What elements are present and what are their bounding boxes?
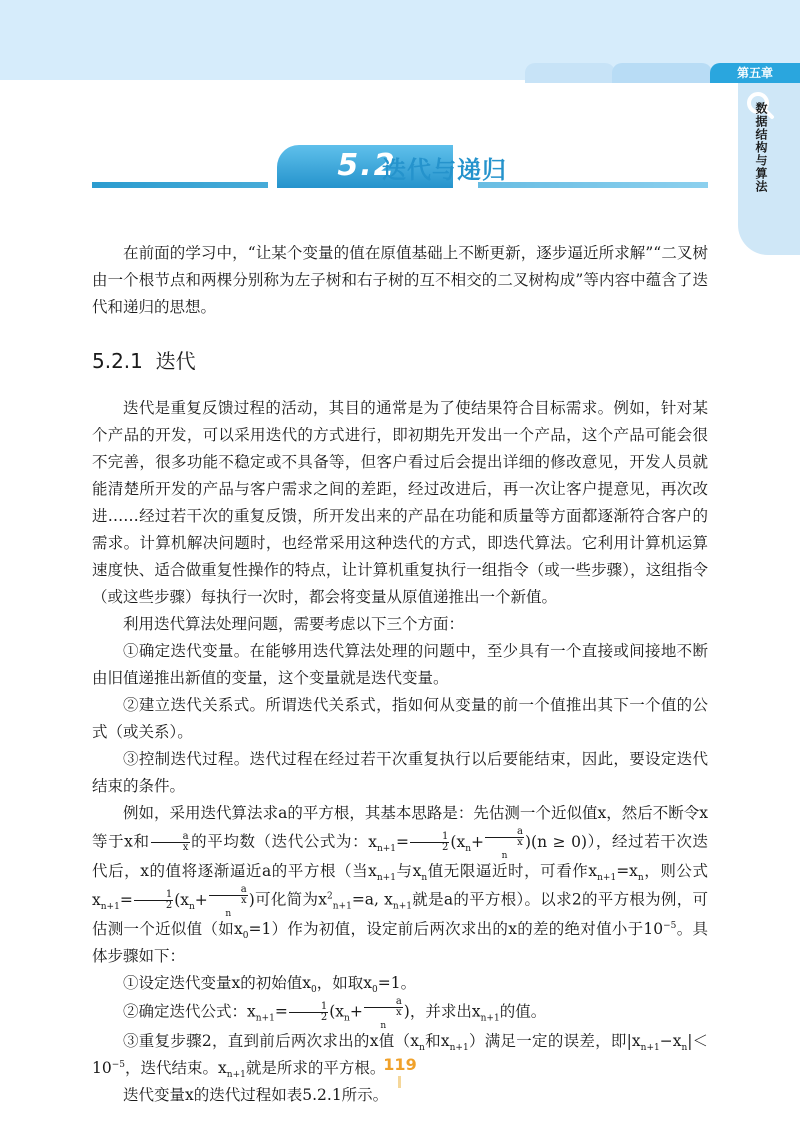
paragraph: ③控制迭代过程。迭代过程在经过若干次重复执行以后要能结束，因此，要设定迭代结束的条件。 bbox=[92, 750, 708, 795]
header-tab-decoration bbox=[612, 63, 712, 83]
step-1: ①设定迭代变量x的初始值$x_0$，如取$x_0=1$。 bbox=[123, 974, 417, 996]
chapter-label: 第五章 bbox=[710, 63, 800, 83]
paragraph: ②建立迭代关系式。所谓迭代关系式，指如何从变量的前一个值推出其下一个值的公式（或关系）。 bbox=[92, 696, 708, 741]
page-number: 119 bbox=[383, 1055, 417, 1074]
fraction: $\frac{a}{x}$ bbox=[151, 832, 190, 853]
page-number-tick bbox=[398, 1076, 401, 1088]
book-title: 数据结构与算法 bbox=[754, 102, 768, 193]
example-paragraph: 例如，采用迭代算法求a的平方根，其基本思路是：先估测一个近似值x，然后不断令x等于x和 $\frac{a}{x}$ 的平均数（迭代公式为：$x_{n+1}=$ $\frac{1}{2}$ ($x_n+$ a x $_n$ )(n ≥ 0)），经过若干次迭代后，x的值将逐渐逼近a的平方根（当$x_{n+1}$与$x_n$值无限逼近时，可看作$x_{n+1}=x_n$，则公式$x_{n+1}=$ $\frac{1}{2}$ ($x_n+$ a x $_n$ )可化简为$x^2_{n+1}=a$, $x_{n+1}$就是a的平方根）。以求2的平方根为例，可估测一个近似值（如$x_0=1$）作为初值，设定前后两次求出的x的差的绝对值小于$10^{-5}$。具体步骤如下： bbox=[92, 804, 708, 965]
header-tab-decoration bbox=[525, 63, 615, 83]
step-2: ②确定迭代公式：$x_{n+1}=$ $\frac{1}{2}$ ($x_n+$ a x $_n$ )，并求出$x_{n+1}$的值。 bbox=[123, 996, 547, 1031]
page-content bbox=[92, 240, 708, 1109]
formula: $x_{n+1}=$ $\frac{1}{2}$ ($x_n+$ a x $_n$ )(n ≥ 0) bbox=[368, 826, 587, 861]
section-title: 迭代与递归 bbox=[382, 156, 507, 184]
paragraph: ①确定迭代变量。在能够用迭代算法处理的问题中，至少具有一个直接或间接地不断由旧值递推出新值的变量，这个变量就是迭代变量。 bbox=[92, 642, 708, 687]
section-number: 5.2 bbox=[337, 148, 397, 183]
subsection-title: 迭代 bbox=[155, 349, 196, 373]
paragraph: 利用迭代算法处理问题，需要考虑以下三个方面： bbox=[123, 615, 465, 633]
paragraph: 迭代是重复反馈过程的活动，其目的通常是为了使结果符合目标需求。例如，针对某个产品的开发，可以采用迭代的方式进行，即初期先开发出一个产品，这个产品可能会很不完善，很多功能不稳定或不具备等，但客户看过后会提出详细的修改意见，开发人员就能清楚所开发的产品与客户需求之间的差距，经过改进后，再一次让客户提意见，再次改进……经过若干次的重复反馈，所开发出来的产品在功能和质量等方面都逐渐符合客户的需求。计算机解决问题时，也经常采用这种迭代的方式，即迭代算法。它利用计算机运算速度快、适合做重复性操作的特点，让计算机重复执行一组指令（或一些步骤），这组指令（或这些步骤）每执行一次时，都会将变量从原值递推出一个新值。 bbox=[92, 399, 708, 606]
section-header bbox=[92, 145, 708, 190]
intro-paragraph: 在前面的学习中，“让某个变量的值在原值基础上不断更新，逐步逼近所求解”“二叉树由一个根节点和两棵分别称为左子树和右子树的互不相交的二叉树构成”等内容中蕴含了迭代和递归的思想。 bbox=[92, 244, 708, 316]
closing-paragraph: 迭代变量x的迭代过程如表5.2.1所示。 bbox=[123, 1086, 389, 1104]
formula: $x_{n+1}=$ $\frac{1}{2}$ ($x_n+$ a x $_n$ ) bbox=[92, 884, 255, 919]
step-3: ③重复步骤2，直到前后两次求出的x值（$x_n$和$x_{n+1}$）满足一定的误差，即$|x_{n+1}-x_n|<10^{-5}$，迭代结束。$x_{n+1}$就是所求的平方根。 bbox=[92, 1032, 708, 1081]
subsection-heading bbox=[92, 347, 708, 375]
subsection-number: 5.2.1 bbox=[92, 349, 143, 373]
